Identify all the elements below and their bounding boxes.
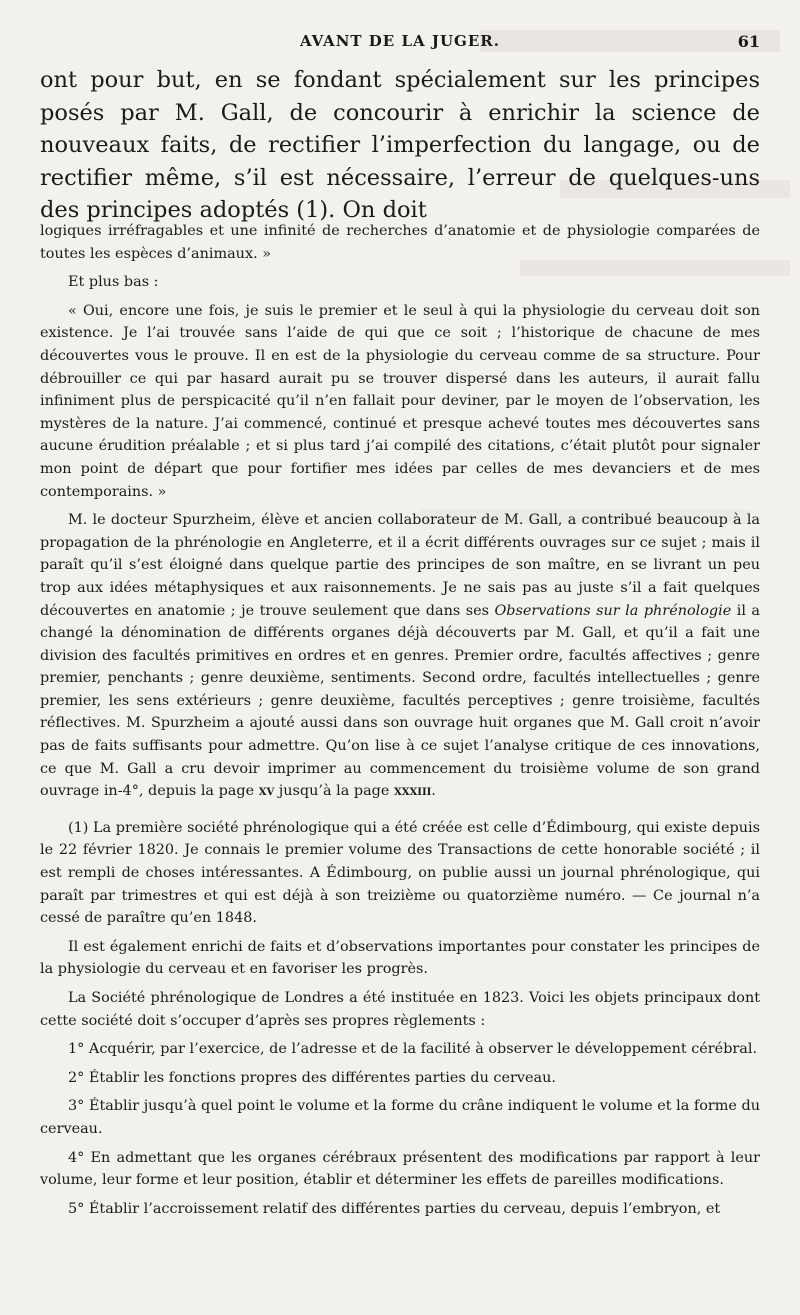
lead-paragraph: ont pour but, en se fondant spécialement sur les principes posés par M. Gall, de concourir à enrichir la science de nouveaux faits, de rectifier l’imperfection du langage, ou de rectifier même, s’il est nécessaire, l’erreur de quelques-uns des principes adoptés (1). On doit [40, 67, 760, 223]
page-number: 61 [737, 32, 760, 51]
running-title: AVANT DE LA JUGER. [300, 32, 500, 50]
running-head [40, 32, 760, 56]
objective-item: 1° Acquérir, par l’exercice, de l’adresse et de la facilité à observer le développement cérébral. [68, 1041, 758, 1058]
spurzheim-end: . [431, 783, 436, 800]
page-from: xv [258, 782, 275, 800]
book-title-italic: Observations sur la phrénologie [494, 602, 732, 619]
footnote-1: (1) La première société phrénologique qui a été créée est celle d’Édimbourg, qui existe depuis le 22 février 1820. Je connais le premier volume des Transactions de cette honorable société ; il est rempli de choses intéressantes. A Édimbourg, on publie aussi un journal phrénologique, qui paraît par trimestres et qui est déjà à son treizième ou quatorzième numéro. — Ce journal n’a cessé de paraître qu’en 1848. [40, 819, 760, 927]
objective-item: 5° Établir l’accroissement relatif des différentes parties du cerveau, depuis l’embryon, et [68, 1200, 721, 1217]
footnote-para2: Il est également enrichi de faits et d’observations importantes pour constater les principes de la physiologie du cerveau et en favoriser les progrès. [40, 938, 760, 978]
spurzheim-part2: il a changé la dénomination de différents organes déjà découverts par M. Gall, et qu’il a fait une division des facultés primitives en ordres et en genres. Premier ordre, facultés affectives ; genre premier, penchants ; genre deuxième, sentiments. Second ordre, facultés intellectuelles ; genre premier, les sens extérieurs ; genre deuxième, facultés perceptives ; genre troisième, facultés réflectives. M. Spurzheim a ajouté aussi dans son ouvrage huit organes que M. Gall croit n’avoir pas de faits suffisants pour admettre. Qu’on lise à ce sujet l’analyse critique de ces innovations, ce que M. Gall a cru devoir imprimer au commencement du troisième volume de son grand ouvrage in-4°, depuis la page [40, 602, 761, 800]
spurzheim-paragraph [40, 509, 760, 803]
quote-paragraph: « Oui, encore une fois, je suis le premier et le seul à qui la physiologie du cerveau doit son existence. Je l’ai trouvée sans l’aide de qui que ce soit ; l’historique de chacune de mes découvertes vous le prouve. Il en est de la physiologie du cerveau comme de sa structure. Pour débrouiller ce qui par hasard aurait pu se trouver dispersé dans les auteurs, il aurait fallu infiniment plus de perspicacité qu’il n’en fallait pour deviner, par le moyen de l’observation, les mystères de la nature. J’ai commencé, continué et presque achevé toutes mes découvertes sans aucune érudition préalable ; et si plus tard j’ai compilé des citations, c’était plutôt pour signaler mon point de départ que pour fortifier mes idées par celles de mes devanciers et de mes contemporains. » [40, 302, 760, 500]
small-text-block [40, 220, 760, 1220]
objective-item: 4° En admettant que les organes cérébraux présentent des modifications par rapport à leur volume, leur forme et leur position, établir et déterminer les effets de pareilles modifications. [40, 1149, 760, 1189]
et-plus-bas: Et plus bas : [68, 274, 159, 291]
page-to: xxxiii [393, 782, 432, 800]
spurzheim-part1: M. le docteur Spurzheim, élève et ancien collaborateur de M. Gall, a contribué beaucoup à la propagation de la phrénologie en Angleterre, et il a écrit différents ouvrages sur ce sujet ; mais il paraît qu’il s’est éloigné dans quelque partie des principes de son maître, en se livrant un peu trop aux idées métaphysiques et aux raisonnements. Je ne sais pas au juste s’il a fait quelques découvertes en anatomie ; je trouve seulement que dans ses [40, 512, 760, 619]
jusqu-text: jusqu’à la page [278, 783, 390, 800]
objective-item: 2° Établir les fonctions propres des différentes parties du cerveau. [68, 1069, 556, 1086]
footnote-para3: La Société phrénologique de Londres a été instituée en 1823. Voici les objets principaux dont cette société doit s’occuper d’après ses propres règlements : [40, 990, 760, 1029]
quote-ending: logiques irréfragables et une infinité de recherches d’anatomie et de physiologie comparées de toutes les espèces d’animaux. » [40, 223, 760, 262]
objective-item: 3° Établir jusqu’à quel point le volume et la forme du crâne indiquent le volume et la forme du cerveau. [40, 1098, 760, 1137]
